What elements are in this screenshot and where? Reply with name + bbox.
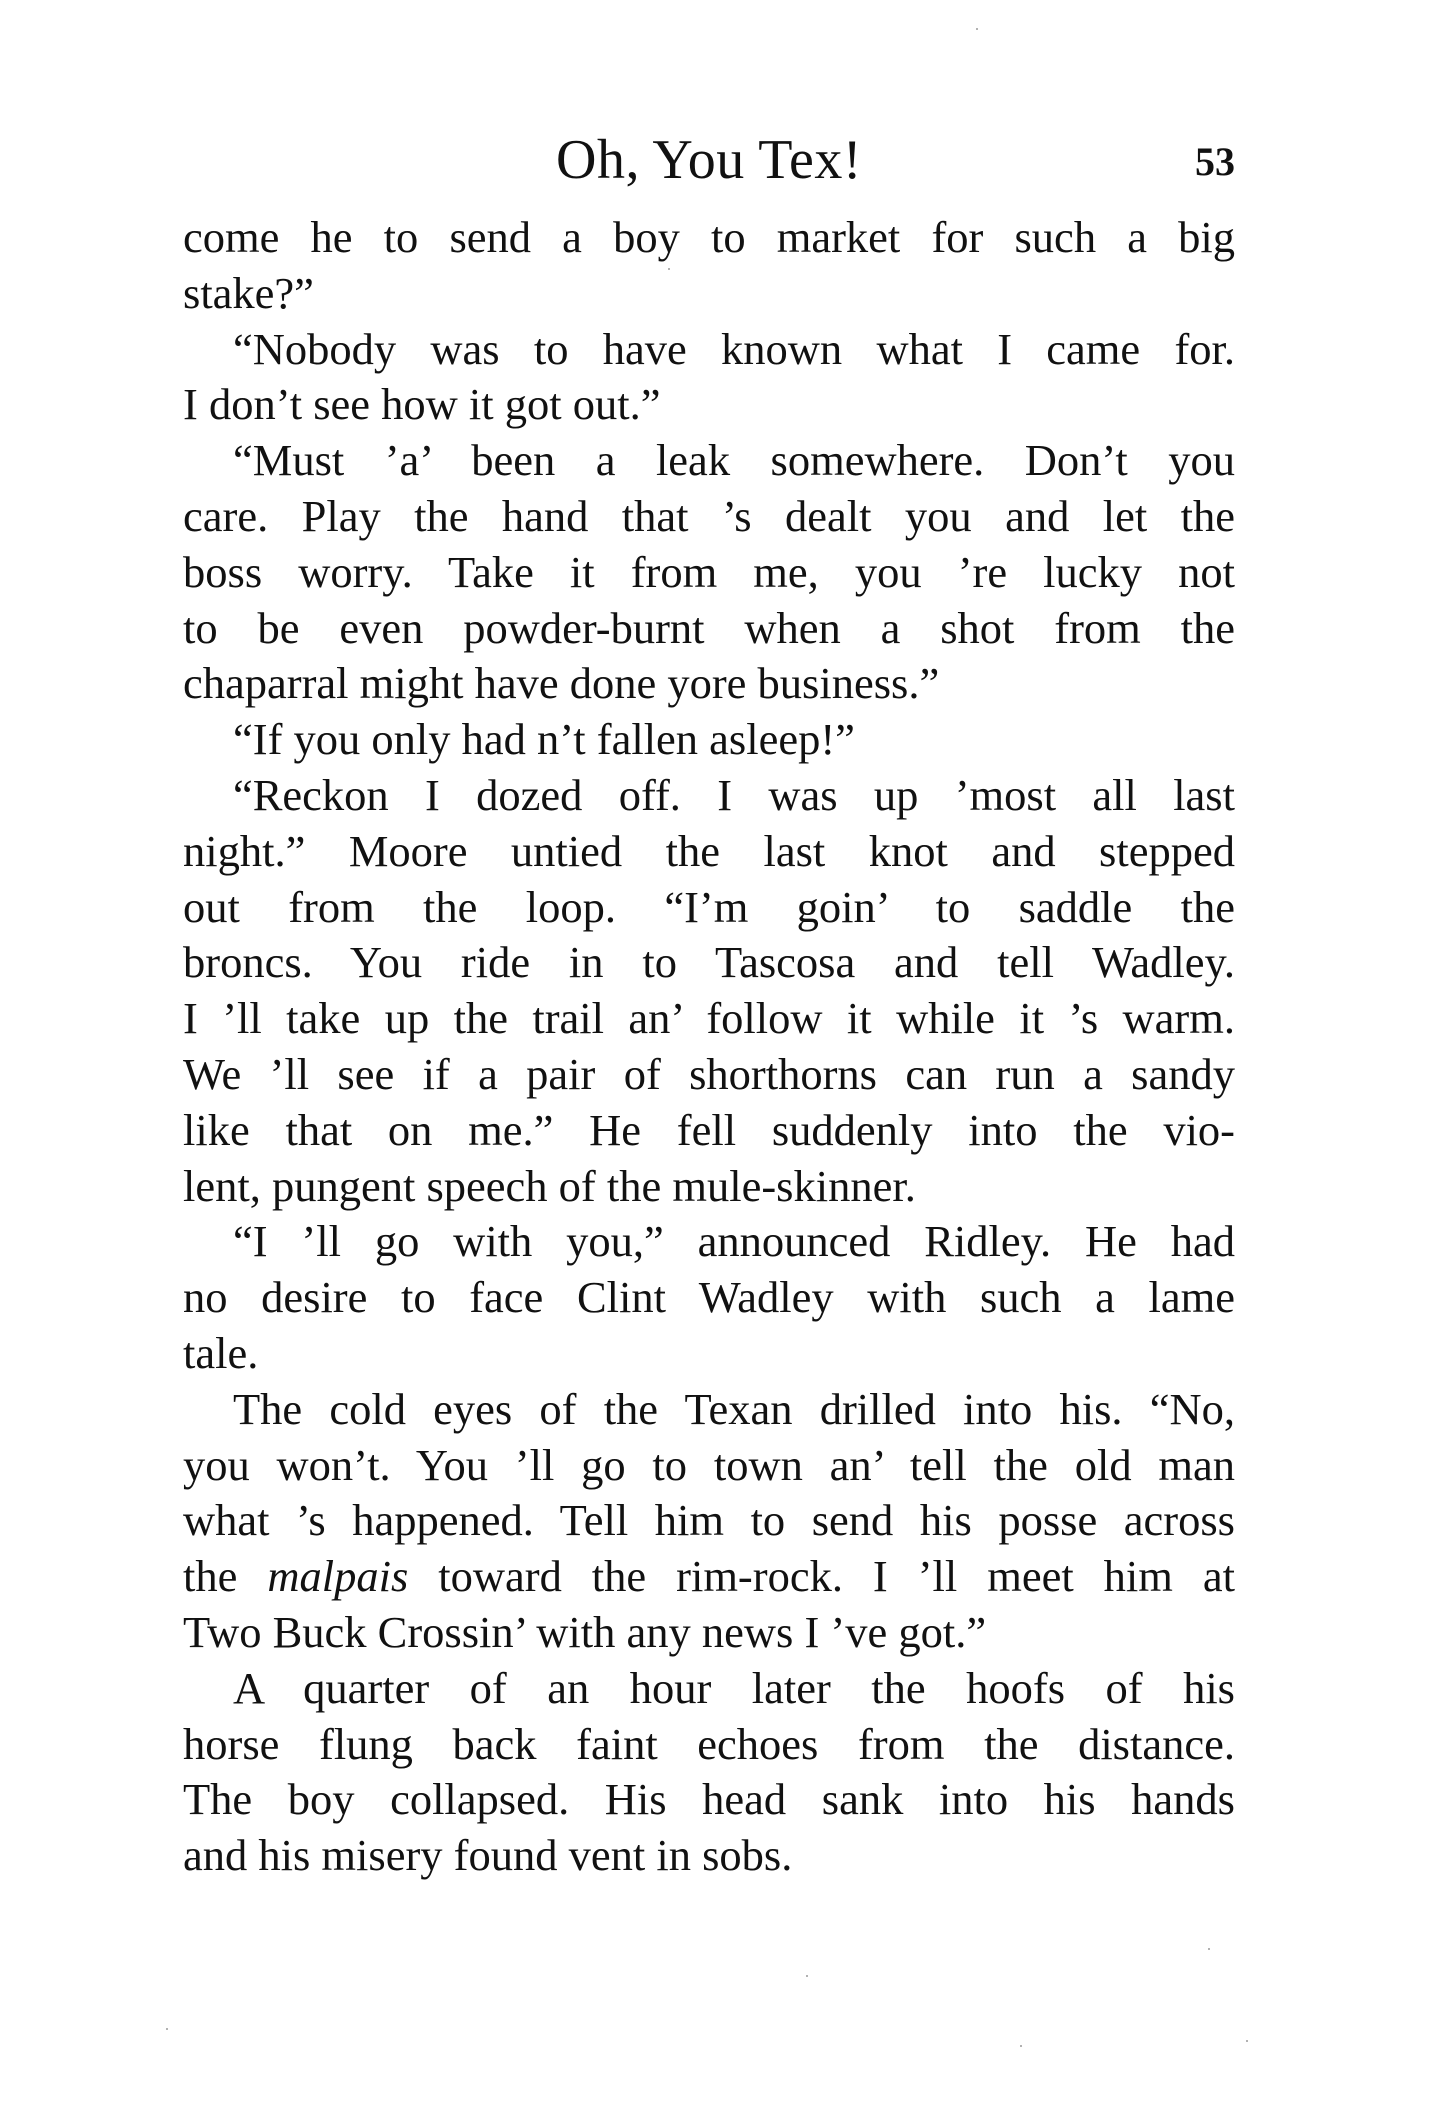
text-line: night.” Moore untied the last knot and stepped bbox=[183, 825, 1235, 876]
text-line-with-italic bbox=[183, 1549, 1235, 1605]
running-head bbox=[183, 120, 1235, 200]
italic-word: malpais bbox=[267, 1551, 409, 1602]
text-line: Two Buck Crossin’ with any news I ’ve got.” bbox=[183, 1606, 987, 1657]
text-line: out from the loop. “I’m goin’ to saddle the bbox=[183, 881, 1235, 932]
text-line: no desire to face Clint Wadley with such a lame bbox=[183, 1272, 1235, 1323]
text-line: horse flung back faint echoes from the distance. bbox=[183, 1718, 1235, 1769]
paper-speck bbox=[976, 28, 978, 30]
text-line: lent, pungent speech of the mule-skinner. bbox=[183, 1160, 916, 1211]
text-line: “Reckon I dozed off. I was up ’most all last bbox=[233, 769, 1235, 820]
text-line: We ’ll see if a pair of shorthorns can run a sandy bbox=[183, 1048, 1235, 1099]
text-line: what ’s happened. Tell him to send his posse across bbox=[183, 1495, 1235, 1546]
text-line: boss worry. Take it from me, you ’re lucky not bbox=[183, 546, 1235, 597]
text-line: “Must ’a’ been a leak somewhere. Don’t you bbox=[233, 435, 1235, 486]
body-text bbox=[183, 210, 1235, 1884]
paper-speck bbox=[166, 2028, 168, 2030]
text-line: tale. bbox=[183, 1327, 259, 1378]
text-line: “If you only had n’t fallen asleep!” bbox=[233, 714, 855, 765]
page-number: 53 bbox=[1195, 139, 1235, 184]
text-line: The boy collapsed. His head sank into his hands bbox=[183, 1774, 1235, 1825]
paper-speck bbox=[806, 1975, 808, 1977]
paper-speck bbox=[1208, 1948, 1210, 1950]
running-title: Oh, You Tex! bbox=[556, 129, 862, 191]
text-line: A quarter of an hour later the hoofs of his bbox=[233, 1662, 1235, 1713]
text-segment: the bbox=[183, 1551, 268, 1602]
text-line: “Nobody was to have known what I came for. bbox=[233, 323, 1235, 374]
text-line: like that on me.” He fell suddenly into the vio- bbox=[183, 1104, 1235, 1155]
text-line: to be even powder-burnt when a shot from the bbox=[183, 602, 1235, 653]
text-line: I don’t see how it got out.” bbox=[183, 379, 661, 430]
paper-speck bbox=[1020, 2045, 1022, 2047]
text-segment: toward the rim-rock. I ’ll meet him at bbox=[408, 1551, 1235, 1602]
text-line: care. Play the hand that ’s dealt you and let the bbox=[183, 490, 1235, 541]
text-line: chaparral might have done yore business.” bbox=[183, 658, 940, 709]
text-line: The cold eyes of the Texan drilled into his. “No, bbox=[233, 1383, 1235, 1434]
text-line: and his misery found vent in sobs. bbox=[183, 1830, 793, 1881]
text-line: stake?” bbox=[183, 267, 314, 318]
text-line: broncs. You ride in to Tascosa and tell Wadley. bbox=[183, 937, 1235, 988]
paper-speck bbox=[1246, 2040, 1248, 2042]
paper-speck bbox=[668, 268, 670, 270]
text-line: come he to send a boy to market for such a big bbox=[183, 212, 1235, 262]
text-line: I ’ll take up the trail an’ follow it while it ’s warm. bbox=[183, 993, 1235, 1044]
text-line: you won’t. You ’ll go to town an’ tell the old man bbox=[183, 1439, 1235, 1490]
text-line: “I ’ll go with you,” announced Ridley. He had bbox=[233, 1216, 1235, 1267]
